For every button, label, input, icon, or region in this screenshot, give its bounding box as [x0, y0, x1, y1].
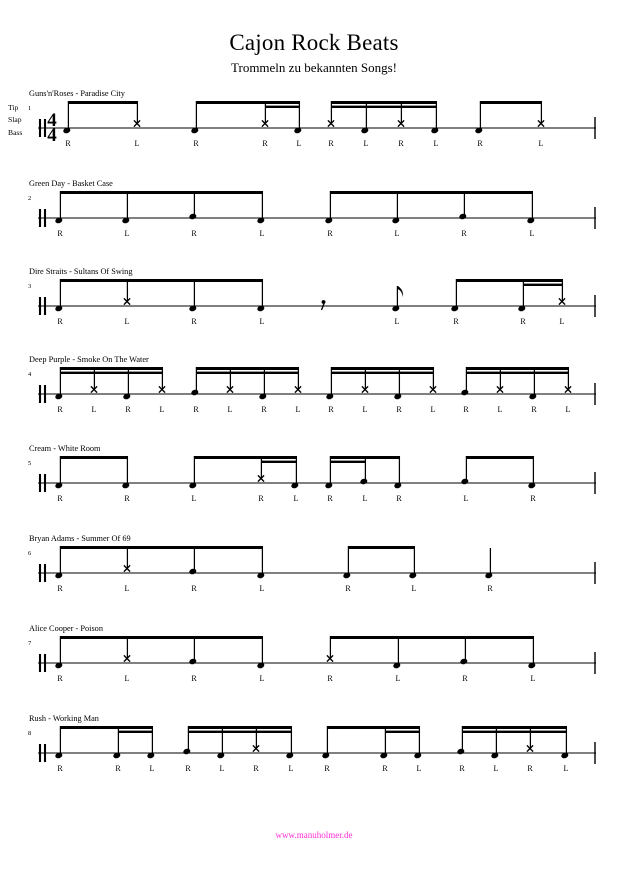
beam-primary-5-4	[466, 456, 534, 459]
note-2-7	[459, 191, 468, 220]
beam-primary-1-4	[480, 101, 542, 104]
sticking-7-6: L	[395, 674, 401, 683]
sticking-5-1: R	[57, 494, 63, 503]
page-title: Cajon Rock Beats	[229, 30, 399, 55]
note-6-7	[485, 548, 494, 579]
beam-primary-8-2	[188, 726, 292, 729]
beam-primary-8-4	[462, 726, 567, 729]
sticking-8-1: R	[57, 764, 63, 773]
note-4-13	[461, 367, 470, 396]
sticking-1-2: L	[134, 139, 140, 148]
beam-primary-5-1	[60, 456, 128, 459]
sticking-3-2: L	[124, 317, 130, 326]
sticking-1-6: R	[328, 139, 334, 148]
systems-layer	[8, 89, 596, 773]
note-2-1	[55, 191, 64, 224]
note-8-13	[527, 726, 533, 752]
beam-secondary-5-3	[330, 461, 366, 463]
sticking-6-1: R	[57, 584, 63, 593]
beam-primary-2-1	[60, 191, 263, 194]
note-1-10	[475, 101, 484, 134]
sticking-7-2: L	[124, 674, 130, 683]
note-1-8	[398, 101, 404, 127]
note-5-3	[189, 456, 198, 489]
sticking-2-2: L	[124, 229, 130, 238]
sticking-8-2: R	[115, 764, 121, 773]
sticking-8-4: R	[185, 764, 191, 773]
beam-secondary-4-3	[331, 372, 434, 374]
sticking-7-7: R	[462, 674, 468, 683]
beam-primary-1-1	[68, 101, 138, 104]
sticking-4-4: L	[159, 405, 165, 414]
note-8-4	[183, 726, 192, 755]
notehead-slap	[189, 568, 198, 575]
note-4-10	[362, 367, 368, 393]
beam-primary-4-4	[466, 367, 569, 370]
beam-primary-8-1	[60, 726, 153, 729]
beam-secondary-5-2	[261, 461, 297, 463]
sticking-4-6: L	[227, 405, 233, 414]
sticking-5-4: R	[258, 494, 264, 503]
note-2-3	[189, 191, 198, 220]
measure-number-7: 7	[28, 640, 32, 647]
note-6-1	[55, 546, 64, 579]
note-4-4	[159, 367, 165, 393]
time-signature-denominator: 4	[47, 125, 57, 146]
note-1-6	[328, 101, 334, 127]
note-4-14	[497, 367, 503, 393]
note-4-6	[227, 367, 233, 393]
system-3	[28, 267, 596, 326]
sticking-2-1: R	[57, 229, 63, 238]
sticking-1-7: L	[363, 139, 369, 148]
beam-secondary-1-3	[331, 106, 437, 108]
beam-primary-8-3	[327, 726, 420, 729]
notehead-slap	[460, 658, 469, 665]
sticking-3-8: L	[559, 317, 565, 326]
sticking-7-8: L	[530, 674, 536, 683]
note-3-2	[124, 279, 130, 305]
time-signature-numerator: 4	[47, 110, 57, 131]
note-5-2	[122, 456, 131, 489]
sticking-1-3: R	[193, 139, 199, 148]
note-7-6	[393, 636, 402, 669]
sticking-3-4: L	[259, 317, 265, 326]
note-7-2	[124, 636, 130, 662]
sticking-6-3: R	[191, 584, 197, 593]
sticking-3-5: L	[394, 317, 400, 326]
song-title-3: Dire Straits - Sultans Of Swing	[29, 267, 133, 276]
sticking-8-6: R	[253, 764, 259, 773]
system-4	[28, 355, 596, 414]
note-5-10	[528, 456, 537, 489]
measure-number-8: 8	[28, 730, 32, 737]
sticking-2-8: L	[529, 229, 535, 238]
beam-primary-1-3	[331, 101, 437, 104]
sticking-4-2: L	[91, 405, 97, 414]
sticking-5-5: L	[293, 494, 299, 503]
note-3-3	[189, 279, 198, 312]
beam-primary-3-1	[60, 279, 263, 282]
sticking-5-8: R	[396, 494, 402, 503]
note-7-4	[257, 636, 266, 669]
beam-primary-6-2	[348, 546, 415, 549]
eighth-rest	[322, 300, 326, 310]
notehead-slap	[461, 389, 470, 396]
note-7-7	[460, 636, 469, 665]
sticking-7-4: L	[259, 674, 265, 683]
note-2-2	[122, 191, 131, 224]
beam-primary-7-2	[330, 636, 534, 639]
measure-number-4: 4	[28, 371, 32, 378]
system-7	[28, 624, 596, 683]
note-3-6	[392, 286, 404, 312]
sticking-7-1: R	[57, 674, 63, 683]
measure-number-5: 5	[28, 460, 32, 467]
sticking-8-7: L	[288, 764, 294, 773]
note-7-5	[327, 636, 333, 662]
sticking-8-12: L	[493, 764, 499, 773]
notehead-slap	[189, 658, 198, 665]
note-3-1	[55, 279, 64, 312]
beam-secondary-3-2	[523, 284, 563, 286]
note-6-6	[409, 546, 418, 579]
sticking-4-13: R	[463, 405, 469, 414]
sticking-4-7: R	[261, 405, 267, 414]
beam-secondary-8-1	[118, 731, 153, 733]
sticking-5-3: L	[191, 494, 197, 503]
sticking-2-4: L	[259, 229, 265, 238]
beam-primary-6-1	[60, 546, 263, 549]
sticking-8-3: L	[149, 764, 155, 773]
note-8-8	[322, 726, 331, 759]
notehead-slap	[360, 478, 369, 485]
notehead-slap	[457, 748, 466, 755]
sticking-5-7: L	[362, 494, 368, 503]
note-3-9	[559, 279, 565, 305]
note-1-1	[63, 101, 72, 134]
note-6-3	[189, 546, 198, 575]
note-1-11	[538, 101, 544, 127]
beam-secondary-8-2	[188, 731, 292, 733]
sticking-2-6: L	[394, 229, 400, 238]
note-2-5	[325, 191, 334, 224]
sticking-6-4: L	[259, 584, 265, 593]
song-title-8: Rush - Working Man	[29, 714, 99, 723]
beam-secondary-8-4	[462, 731, 567, 733]
note-2-4	[257, 191, 266, 224]
note-6-2	[124, 546, 130, 572]
note-2-8	[527, 191, 536, 224]
sticking-3-7: R	[520, 317, 526, 326]
notehead-slap	[189, 213, 198, 220]
notehead-slap	[459, 213, 468, 220]
note-3-5	[322, 300, 326, 310]
sticking-3-1: R	[57, 317, 63, 326]
sticking-5-9: L	[463, 494, 469, 503]
song-title-4: Deep Purple - Smoke On The Water	[29, 355, 149, 364]
note-1-3	[191, 101, 200, 134]
sticking-5-10: R	[530, 494, 536, 503]
sticking-1-9: L	[433, 139, 439, 148]
sticking-5-2: R	[124, 494, 130, 503]
sticking-8-11: R	[459, 764, 465, 773]
note-4-16	[565, 367, 571, 393]
sticking-4-10: L	[362, 405, 368, 414]
sticking-8-13: R	[527, 764, 533, 773]
beam-primary-5-2	[194, 456, 297, 459]
sticking-1-10: R	[477, 139, 483, 148]
note-4-5	[191, 367, 200, 396]
note-8-11	[457, 726, 466, 755]
sticking-7-3: R	[191, 674, 197, 683]
sticking-4-15: R	[531, 405, 537, 414]
voice-label-bass: Bass	[8, 128, 23, 137]
sticking-6-6: L	[411, 584, 417, 593]
note-2-6	[392, 191, 401, 224]
footer-link[interactable]: www.manuholmer.de	[275, 830, 353, 840]
notehead-slap	[191, 389, 200, 396]
beam-primary-3-2	[456, 279, 563, 282]
beam-primary-1-2	[196, 101, 300, 104]
song-title-1: Guns'n'Roses - Paradise City	[29, 89, 125, 98]
sticking-2-5: R	[327, 229, 333, 238]
note-5-1	[55, 456, 64, 489]
measure-number-2: 2	[28, 195, 32, 202]
sticking-2-7: R	[461, 229, 467, 238]
beam-secondary-4-2	[196, 372, 299, 374]
page-subtitle: Trommeln zu bekannten Songs!	[231, 60, 397, 75]
sticking-4-5: R	[193, 405, 199, 414]
beam-primary-4-1	[60, 367, 163, 370]
measure-number-6: 6	[28, 550, 32, 557]
note-8-1	[55, 726, 64, 759]
sticking-3-6: R	[453, 317, 459, 326]
beam-secondary-4-4	[466, 372, 569, 374]
note-5-8	[394, 456, 403, 489]
note-7-8	[528, 636, 537, 669]
note-7-3	[189, 636, 198, 665]
sticking-4-14: L	[497, 405, 503, 414]
sticking-6-2: L	[124, 584, 130, 593]
note-4-8	[295, 367, 301, 393]
beam-primary-2-2	[330, 191, 533, 194]
sticking-1-11: L	[538, 139, 544, 148]
sticking-8-14: L	[563, 764, 569, 773]
note-4-2	[91, 367, 97, 393]
sticking-1-4: R	[262, 139, 268, 148]
sticking-4-8: L	[295, 405, 301, 414]
song-title-7: Alice Cooper - Poison	[29, 624, 103, 633]
note-3-4	[257, 279, 266, 312]
system-5	[28, 444, 596, 503]
sticking-7-5: R	[327, 674, 333, 683]
system-8	[28, 714, 596, 773]
system-2	[28, 179, 596, 238]
sticking-8-10: L	[416, 764, 422, 773]
sticking-4-1: R	[57, 405, 63, 414]
note-1-2	[134, 101, 140, 127]
beam-secondary-1-2	[265, 106, 300, 108]
beam-secondary-8-3	[385, 731, 420, 733]
eighth-flag	[398, 286, 403, 297]
sticking-2-3: R	[191, 229, 197, 238]
beam-primary-7-1	[60, 636, 263, 639]
note-5-7	[360, 456, 369, 485]
note-6-5	[343, 546, 352, 579]
beam-secondary-4-1	[60, 372, 163, 374]
song-title-2: Green Day - Basket Case	[29, 179, 113, 188]
beam-primary-4-2	[196, 367, 299, 370]
sticking-4-11: R	[396, 405, 402, 414]
sticking-4-16: L	[565, 405, 571, 414]
note-5-9	[461, 456, 470, 485]
sticking-8-8: R	[324, 764, 330, 773]
note-7-1	[55, 636, 64, 669]
sticking-1-5: L	[296, 139, 302, 148]
sticking-6-5: R	[345, 584, 351, 593]
voice-label-tip: Tip	[8, 103, 19, 112]
sticking-1-1: R	[65, 139, 71, 148]
note-6-4	[257, 546, 266, 579]
sticking-4-12: L	[430, 405, 436, 414]
note-3-7	[451, 279, 460, 312]
notehead-slap	[183, 748, 192, 755]
sticking-8-5: L	[219, 764, 225, 773]
sticking-6-7: R	[487, 584, 493, 593]
sticking-4-3: R	[125, 405, 131, 414]
measure-number-1: 1	[28, 105, 32, 112]
sticking-3-3: R	[191, 317, 197, 326]
note-1-4	[262, 101, 268, 127]
measure-number-3: 3	[28, 283, 32, 290]
song-title-5: Cream - White Room	[29, 444, 101, 453]
sticking-4-9: R	[328, 405, 334, 414]
note-4-12	[430, 367, 436, 393]
note-5-4	[258, 456, 264, 482]
note-8-6	[253, 726, 259, 752]
beam-primary-4-3	[331, 367, 434, 370]
system-1	[8, 89, 596, 148]
sticking-8-9: R	[382, 764, 388, 773]
notehead-slap	[461, 478, 470, 485]
system-6	[28, 534, 596, 593]
sticking-5-6: R	[327, 494, 333, 503]
voice-label-slap: Slap	[8, 115, 22, 124]
song-title-6: Bryan Adams - Summer Of 69	[29, 534, 131, 543]
sticking-1-8: R	[398, 139, 404, 148]
